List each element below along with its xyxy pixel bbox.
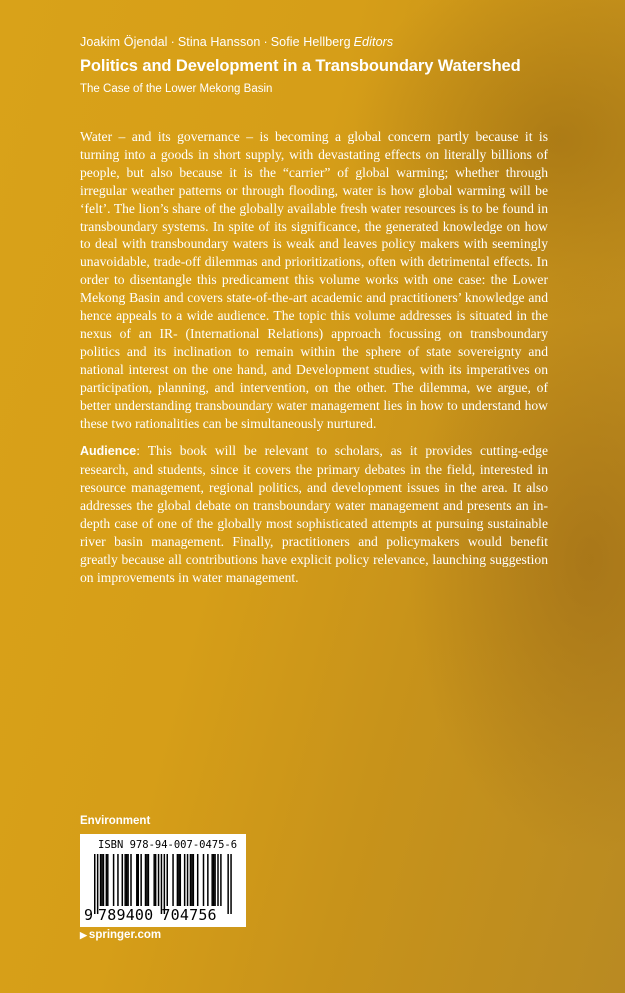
barcode-bar [122,854,124,906]
barcode-bar [158,854,160,906]
barcode-bar [227,854,229,914]
barcode-bar [167,854,169,906]
barcode-bar [103,854,105,906]
barcode-bar [136,854,138,906]
author-separator: · [170,35,175,49]
barcode-bar [117,854,119,906]
barcode-bar [230,854,232,914]
barcode-bar [155,854,157,906]
barcode-bar [113,854,115,906]
subject-category: Environment [80,815,151,827]
editors-line [80,32,600,52]
barcode-bar [214,854,216,906]
barcode-bar [100,854,102,906]
ean-lead-digit: 9 [84,906,94,924]
barcode-bar [217,854,219,906]
audience-paragraph [80,442,548,586]
ean-digits [84,906,244,924]
barcode-bar [190,854,192,906]
author-name: Joakim Öjendal [80,35,168,49]
website-label: springer.com [88,929,162,941]
barcode-bar [197,854,199,906]
publisher-website[interactable] [80,929,161,941]
barcode-bar [213,854,215,906]
book-title: Politics and Development in a Transboundary Watershed [80,57,521,75]
barcode-bar [130,854,132,906]
barcode-bar [191,854,193,906]
editors-role: Editors [353,35,394,49]
barcode-bar [211,854,213,906]
isbn-label: ISBN 978-94-007-0475-6 [98,839,238,851]
barcode-bar [140,854,142,906]
barcode-bar [153,854,155,906]
barcode-bar [106,854,108,906]
audience-label: Audience [80,444,137,459]
barcode-bar [97,854,99,914]
barcode-bar [207,854,209,906]
barcode-bar [107,854,109,906]
barcode-bar [187,854,189,906]
barcode-bar [164,854,166,914]
isbn-barcode-panel [80,834,246,927]
barcode-bar [148,854,150,906]
barcode-bar [203,854,205,906]
book-subtitle: The Case of the Lower Mekong Basin [80,83,273,95]
cover-header [80,32,600,98]
ean-right-group: 704756 [161,906,217,924]
ean-left-group: 789400 [98,906,154,924]
barcode-bar [146,854,148,906]
barcode-bar [220,854,222,906]
barcode-bar [101,854,103,906]
description-paragraph: Water – and its governance – is becoming a global concern partly because it is turning into a goods in short supply, with devastating effects on literally billions of people, but also because it is the “carrier” of global warming; whether through irregular weather patterns or through flooding, water is how global warming will be ‘felt’. The lion’s share of the globally available fresh water resources is to be found in transboundary systems. In spite of its significance, the generated knowledge on how to deal with transboundary waters is weak and leaves policy makers with seemingly unavoidable, trade-off dilemmas and prioritizations, often with detrimental effects. In order to disentangle this predicament this volume works with one case: the Lower Mekong Basin and covers state-of-the-art academic and practitioners’ knowledge and hence appeals to a wide audience. The topic this volume addresses is situated in the nexus of an IR- (International Relations) approach focussing on transboundary politics and its inclination to remain within the sphere of state sovereignty and national interest on the one hand, and Development studies, with its imperatives on participation, planning, and intervention, on the other. The dilemma, we argue, of better understanding transboundary water management lies in how to understand how these two rationalities can be simultaneously nurtured. [80,129,548,431]
book-description [80,128,548,587]
barcode-bar [124,854,126,906]
barcode-bar [180,854,182,906]
barcode-bar [145,854,147,906]
barcode-bar [138,854,140,906]
barcode-bar [126,854,128,906]
author-name: Sofie Hellberg [270,35,351,49]
barcode-bar [184,854,186,906]
barcode-bar [161,854,163,914]
audience-text: : This book will be relevant to scholars, as it provides cutting-edge research, and students, since it covers the primary debates in the field, interested in resource management, regional politics, and development issues in the area. It also addresses the global debate on transboundary water management and presents an in-depth case of one of the globally most sophisticated attempts at pursuing sustainable river basin management. Finally, practitioners and policymakers would benefit greatly because all contributions have explicit policy relevance, launching suggestion on improvements in water management. [80,443,548,585]
barcode-bar [178,854,180,906]
barcode-bar [127,854,129,906]
barcode-bar [177,854,179,906]
barcode-bar [193,854,195,906]
arrow-right-icon: ▶ [80,930,87,940]
author-name: Stina Hansson [177,35,261,49]
barcode-bar [172,854,174,906]
barcode-bar [94,854,96,914]
author-separator: · [263,35,268,49]
